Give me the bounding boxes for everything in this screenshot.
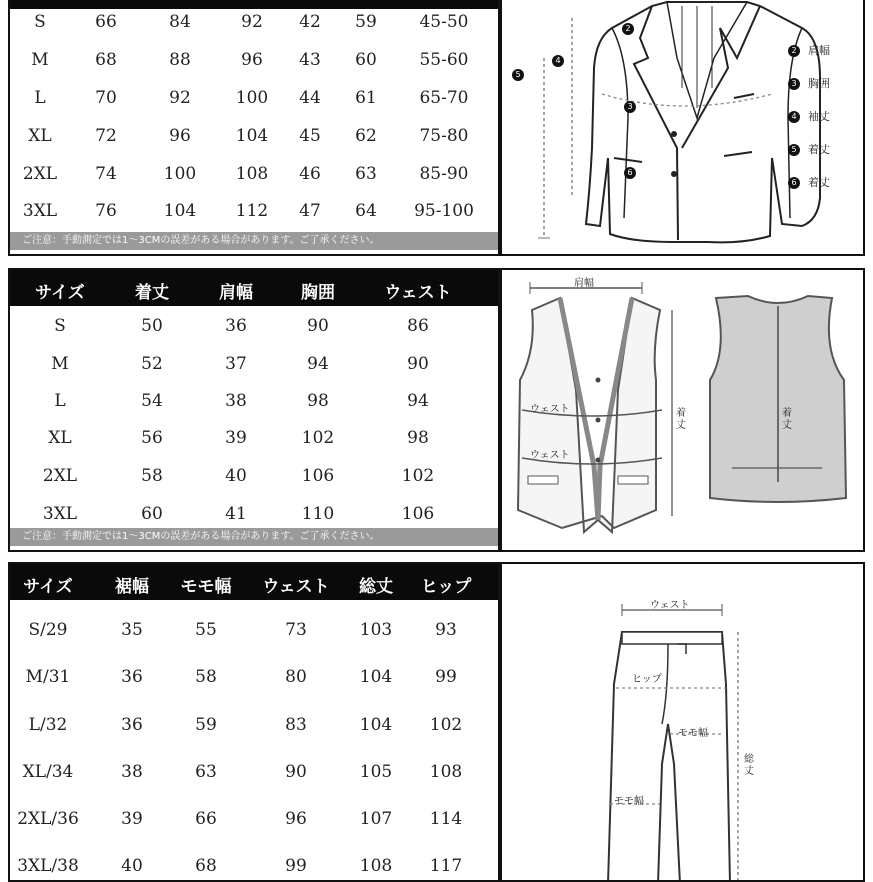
table-cell: M/31 [25,667,71,687]
legend-number: 5 [788,144,800,156]
table-cell: 95-100 [414,201,474,221]
table-cell: 102 [301,428,335,448]
table-cell: 40 [121,856,143,876]
table-cell: 58 [141,466,163,486]
table-cell: 63 [355,164,377,184]
jacket-size-table [8,0,500,256]
table-cell: 107 [359,809,393,829]
jacket-note: ご注意：手動測定では1～3CMの誤差がある場合があります。ご了承ください。 [10,232,498,250]
vest-label-shoulder: 肩幅 [574,278,594,289]
table-cell: 2XL [22,164,58,184]
table-cell: L [54,391,66,411]
column-header: 着丈 [135,283,169,303]
table-cell: 60 [355,50,377,70]
table-cell: 65-70 [419,88,469,108]
table-cell: 106 [401,504,435,524]
table-cell: 37 [225,354,247,374]
table-cell: 75-80 [419,126,469,146]
table-cell: 3XL/38 [17,856,79,876]
table-cell: 54 [141,391,163,411]
pants-illustration [502,564,865,882]
pants-diagram [500,562,865,882]
legend-label: 肩幅 [808,44,830,57]
table-cell: 73 [285,620,307,640]
legend-number: 4 [788,111,800,123]
jacket-marker-5: 5 [512,68,524,81]
table-cell: S [34,12,46,32]
table-cell: 38 [121,762,143,782]
vest-label-waist-1: ウェスト [530,404,570,415]
jacket-marker-2: 2 [622,22,634,35]
table-cell: 46 [299,164,321,184]
jacket-marker-3: 3 [624,100,636,113]
table-cell: 100 [235,88,269,108]
legend-number: 2 [788,45,800,57]
table-cell: 39 [121,809,143,829]
table-cell: 96 [285,809,307,829]
table-cell: 36 [225,316,247,336]
table-cell: S [54,316,66,336]
table-cell: 59 [195,715,217,735]
table-cell: 104 [359,667,393,687]
table-cell: 99 [435,667,457,687]
column-header: 総丈 [359,577,393,597]
column-header: ヒップ [420,577,472,597]
column-header: 胸囲 [301,283,335,303]
table-cell: 112 [235,201,269,221]
legend-number: 6 [788,177,800,189]
table-cell: 42 [299,12,321,32]
jacket-marker-6: 6 [624,166,636,179]
table-cell: 36 [121,715,143,735]
table-cell: 90 [285,762,307,782]
table-cell: 43 [299,50,321,70]
table-cell: L [34,88,46,108]
table-cell: 66 [195,809,217,829]
column-header: 肩幅 [219,283,253,303]
table-cell: 98 [307,391,329,411]
table-cell: 88 [169,50,191,70]
table-cell: 40 [225,466,247,486]
table-cell: 85-90 [419,164,469,184]
table-cell: 62 [355,126,377,146]
table-cell: 64 [355,201,377,221]
vest-table-header [10,270,498,306]
table-cell: 92 [241,12,263,32]
column-header: ウェスト [262,577,330,597]
table-cell: 63 [195,762,217,782]
vest-label-length-front: 着丈 [676,408,686,431]
table-cell: 74 [95,164,117,184]
table-cell: 99 [285,856,307,876]
vest-label-length-back: 着丈 [782,408,792,431]
legend-item [788,174,830,190]
legend-item [788,141,830,157]
vest-size-table [8,268,500,552]
table-cell: 70 [95,88,117,108]
pants-table-header [10,564,498,600]
table-cell: 108 [359,856,393,876]
table-cell: S/29 [28,620,68,640]
table-cell: 50 [141,316,163,336]
legend-item [788,42,830,58]
vest-label-waist-2: ウェスト [530,450,570,461]
table-cell: 61 [355,88,377,108]
table-cell: 104 [359,715,393,735]
table-cell: 80 [285,667,307,687]
table-cell: M [51,354,69,374]
legend-label: 胸囲 [808,77,830,90]
table-cell: 114 [429,809,463,829]
table-cell: 38 [225,391,247,411]
table-cell: 90 [407,354,429,374]
table-cell: 72 [95,126,117,146]
table-cell: 104 [235,126,269,146]
table-cell: M [31,50,49,70]
pants-label-hip: ヒップ [632,674,662,685]
table-cell: 68 [195,856,217,876]
table-cell: 45-50 [419,12,469,32]
legend-label: 着丈 [808,143,830,156]
table-cell: 68 [95,50,117,70]
table-cell: 92 [169,88,191,108]
table-cell: 66 [95,12,117,32]
pants-label-hem: モモ幅 [614,796,644,807]
jacket-table-header [10,0,498,9]
table-cell: 100 [163,164,197,184]
jacket-illustration [502,0,865,256]
table-cell: 3XL [22,201,58,221]
column-header: サイズ [23,577,73,597]
table-cell: 35 [121,620,143,640]
column-header: ウェスト [384,283,452,303]
table-cell: 108 [235,164,269,184]
table-cell: 94 [407,391,429,411]
table-cell: 96 [241,50,263,70]
table-cell: 47 [299,201,321,221]
vest-note: ご注意：手動測定では1～3CMの誤差がある場合があります。ご了承ください。 [10,528,498,546]
table-cell: 102 [429,715,463,735]
jacket-diagram [500,0,865,256]
table-cell: 110 [301,504,335,524]
table-cell: XL/34 [22,762,74,782]
table-cell: 102 [401,466,435,486]
table-cell: 45 [299,126,321,146]
table-cell: 86 [407,316,429,336]
pants-size-table [8,562,500,882]
table-cell: 104 [163,201,197,221]
table-cell: 36 [121,667,143,687]
table-cell: 55-60 [419,50,469,70]
table-cell: 103 [359,620,393,640]
table-cell: 56 [141,428,163,448]
legend-label: 袖丈 [808,110,830,123]
table-cell: 59 [355,12,377,32]
jacket-marker-4: 4 [552,54,564,67]
legend-number: 3 [788,78,800,90]
table-cell: 105 [359,762,393,782]
table-cell: 3XL [42,504,78,524]
table-cell: 98 [407,428,429,448]
table-cell: 44 [299,88,321,108]
table-cell: 58 [195,667,217,687]
table-cell: 52 [141,354,163,374]
table-cell: 2XL [42,466,78,486]
pants-label-waist: ウェスト [650,600,690,611]
table-cell: 2XL/36 [17,809,79,829]
table-cell: 117 [429,856,463,876]
table-cell: 108 [429,762,463,782]
table-cell: XL [48,428,72,448]
table-cell: 96 [169,126,191,146]
table-cell: 39 [225,428,247,448]
table-cell: 93 [435,620,457,640]
column-header: サイズ [35,283,85,303]
legend-item [788,108,830,124]
column-header: モモ幅 [180,577,232,597]
vest-diagram [500,268,865,552]
table-cell: 76 [95,201,117,221]
pants-label-thigh: モモ幅 [678,728,708,739]
table-cell: 60 [141,504,163,524]
column-header: 裾幅 [115,577,149,597]
table-cell: 41 [225,504,247,524]
legend-item [788,75,830,91]
legend-label: 着丈 [808,176,830,189]
pants-label-total: 総丈 [744,754,754,777]
table-cell: L/32 [28,715,68,735]
table-cell: 90 [307,316,329,336]
table-cell: 83 [285,715,307,735]
table-cell: 94 [307,354,329,374]
table-cell: 106 [301,466,335,486]
table-cell: 84 [169,12,191,32]
table-cell: XL [28,126,52,146]
table-cell: 55 [195,620,217,640]
